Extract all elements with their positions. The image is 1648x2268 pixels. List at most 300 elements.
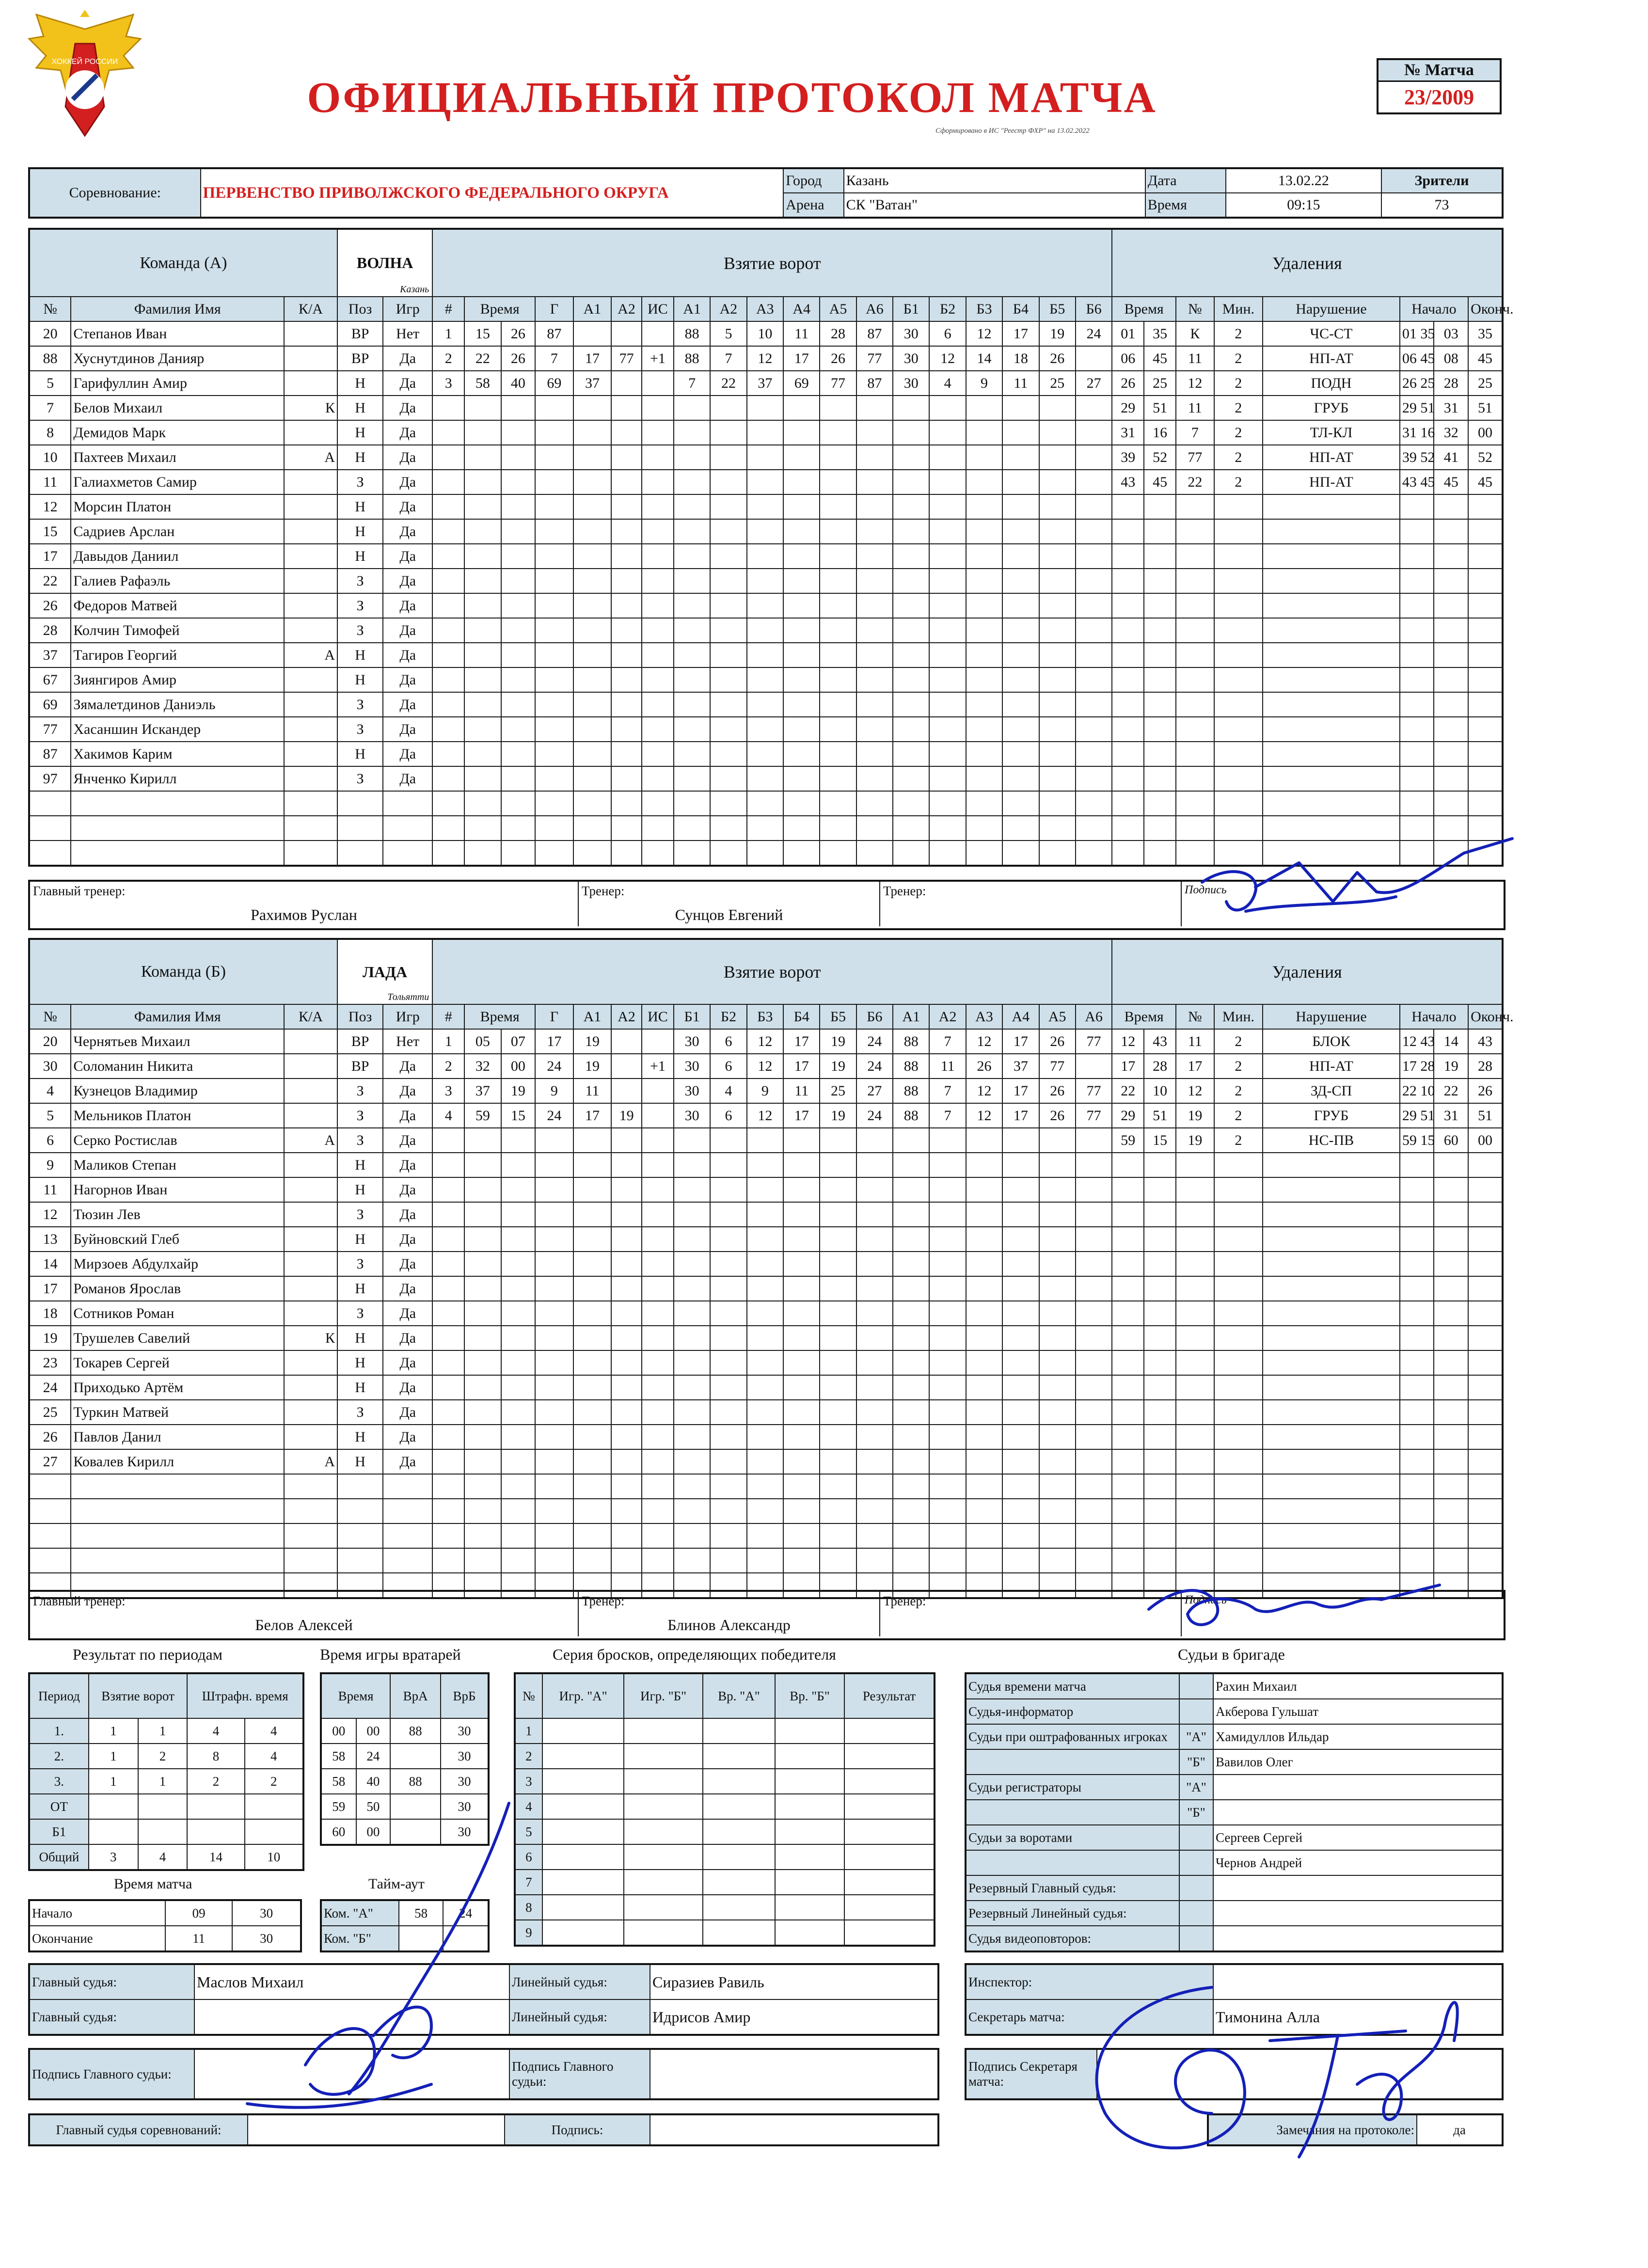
team-b-onice-player: 88 bbox=[893, 1029, 929, 1054]
team-a-goal-min bbox=[464, 692, 501, 717]
team-a-onice-player bbox=[1076, 569, 1112, 593]
team-b-pen-minutes bbox=[1214, 1177, 1263, 1202]
team-b-pen-time-sec bbox=[1144, 1499, 1176, 1523]
team-b-pen-time-sec: 10 bbox=[1144, 1078, 1176, 1103]
team-b-pen-minutes: 2 bbox=[1214, 1029, 1263, 1054]
shootout-cell bbox=[703, 1769, 775, 1794]
team-a-goal-number bbox=[432, 742, 464, 766]
team-b-goal-number bbox=[432, 1523, 464, 1548]
team-b-pen-violation bbox=[1263, 1301, 1400, 1326]
team-b-onice-player bbox=[1002, 1350, 1039, 1375]
team-b-onice-player: 30 bbox=[674, 1103, 710, 1128]
team-b-goal-scorer bbox=[535, 1276, 573, 1301]
team-b-onice-player bbox=[856, 1177, 893, 1202]
team-b-pen-end-min bbox=[1434, 1326, 1468, 1350]
team-b-onice-player bbox=[747, 1548, 783, 1573]
team-b-goal-situation bbox=[642, 1227, 674, 1252]
goalie-change-sec: 00 bbox=[356, 1718, 391, 1744]
team-b-player-position: Н bbox=[337, 1227, 383, 1252]
team-b-onice-player bbox=[747, 1425, 783, 1449]
team-a-onice-player bbox=[929, 791, 966, 816]
team-b-goal-situation bbox=[642, 1425, 674, 1449]
team-a-player-number: 17 bbox=[29, 544, 71, 569]
team-b-pen-player bbox=[1176, 1326, 1214, 1350]
team-b-pen-end-sec bbox=[1468, 1177, 1503, 1202]
team-a-onice-player bbox=[1076, 667, 1112, 692]
team-a-goal-min bbox=[464, 742, 501, 766]
team-b-pen-violation bbox=[1263, 1425, 1400, 1449]
team-b-pen-violation bbox=[1263, 1276, 1400, 1301]
team-b-goal-number bbox=[432, 1153, 464, 1177]
team-b-pen-violation bbox=[1263, 1202, 1400, 1227]
shootout-cell bbox=[703, 1895, 775, 1920]
team-a-onice-player bbox=[929, 618, 966, 643]
team-b-pen-player bbox=[1176, 1499, 1214, 1523]
header-onice-а6: А6 bbox=[856, 297, 893, 321]
team-b-onice-player bbox=[1039, 1276, 1076, 1301]
team-b-goal-assist1 bbox=[573, 1153, 612, 1177]
team-a-pen-end-sec bbox=[1468, 692, 1503, 717]
team-a-pen-end-min: 03 bbox=[1434, 321, 1468, 346]
period-name: 3. bbox=[29, 1769, 89, 1794]
team-a-onice-player bbox=[1076, 494, 1112, 519]
team-a-player-position: З bbox=[337, 717, 383, 742]
team-a-goal-sec bbox=[501, 470, 536, 494]
match-number: 23/2009 bbox=[1404, 85, 1474, 109]
goalie-a: 88 bbox=[390, 1769, 441, 1794]
team-b-pen-end-min bbox=[1434, 1474, 1468, 1499]
team-a-goal-scorer: 87 bbox=[535, 321, 573, 346]
team-a-goal-assist2 bbox=[611, 766, 642, 791]
team-a-onice-player bbox=[893, 618, 929, 643]
team-b-pen-minutes bbox=[1214, 1400, 1263, 1425]
team-b-goal-min bbox=[464, 1326, 501, 1350]
team-a-player-played: Да bbox=[383, 494, 432, 519]
team-b-goal-min bbox=[464, 1350, 501, 1375]
secretary-sign-label: Подпись Секретаря матча: bbox=[966, 2049, 1097, 2099]
team-b-goal-assist2 bbox=[611, 1276, 642, 1301]
match-time-title: Время матча bbox=[114, 1876, 192, 1892]
match-end-label: Окончание bbox=[29, 1926, 165, 1951]
team-b-goal-number bbox=[432, 1499, 464, 1523]
team-a-player-played: Да bbox=[383, 445, 432, 470]
goals-b: 1 bbox=[138, 1769, 188, 1794]
team-a-onice-player bbox=[929, 470, 966, 494]
team-b-player-name: Соломанин Никита bbox=[71, 1054, 284, 1078]
team-b-row bbox=[29, 1029, 1503, 1054]
team-a-pen-time-sec bbox=[1144, 494, 1176, 519]
team-b-player-number: 26 bbox=[29, 1425, 71, 1449]
team-a-goal-assist1 bbox=[573, 667, 612, 692]
team-b-onice-player bbox=[929, 1202, 966, 1227]
team-b-onice-player bbox=[966, 1276, 1002, 1301]
shootout-cell bbox=[775, 1895, 844, 1920]
team-a-goal-number: 2 bbox=[432, 346, 464, 371]
team-a-goal-sec bbox=[501, 618, 536, 643]
team-b-onice-player bbox=[1002, 1301, 1039, 1326]
team-a-onice-player bbox=[966, 766, 1002, 791]
team-b-onice-player bbox=[929, 1499, 966, 1523]
team-b-onice-player: 11 bbox=[783, 1078, 820, 1103]
team-a-goal-scorer bbox=[535, 544, 573, 569]
timeout-a-sec: 24 bbox=[443, 1900, 489, 1926]
team-b-player-position: З bbox=[337, 1252, 383, 1276]
team-b-goal-sec bbox=[501, 1474, 536, 1499]
team-a-player-role: К bbox=[284, 396, 337, 420]
team-b-player-played bbox=[383, 1474, 432, 1499]
team-b-pen-violation bbox=[1263, 1177, 1400, 1202]
goalie-b: 30 bbox=[441, 1819, 489, 1845]
shootout-row bbox=[515, 1769, 935, 1794]
team-a-onice-player bbox=[710, 420, 746, 445]
team-b-goal-assist2 bbox=[611, 1350, 642, 1375]
team-b-onice-player bbox=[1002, 1252, 1039, 1276]
team-a-onice-player bbox=[710, 766, 746, 791]
team-b-goal-assist1: 19 bbox=[573, 1054, 612, 1078]
team-b-onice-player bbox=[747, 1400, 783, 1425]
team-b-goal-assist2 bbox=[611, 1029, 642, 1054]
timeout-title: Тайм-аут bbox=[368, 1876, 425, 1892]
team-b-onice-player bbox=[820, 1375, 856, 1400]
team-a-pen-end-sec bbox=[1468, 519, 1503, 544]
team-b-onice-player: 26 bbox=[1039, 1078, 1076, 1103]
team-b-onice-player bbox=[710, 1548, 746, 1573]
team-b-goal-number bbox=[432, 1177, 464, 1202]
team-a-player-position: З bbox=[337, 618, 383, 643]
team-a-player-position: Н bbox=[337, 544, 383, 569]
team-b-pen-end-min bbox=[1434, 1177, 1468, 1202]
team-a-onice-player bbox=[783, 420, 820, 445]
team-a-onice-player bbox=[893, 667, 929, 692]
team-a-goal-sec bbox=[501, 766, 536, 791]
team-a-pen-violation bbox=[1263, 692, 1400, 717]
team-a-onice-player bbox=[1002, 519, 1039, 544]
team-a-onice-player: 11 bbox=[1002, 371, 1039, 396]
shootout-cell bbox=[775, 1870, 844, 1895]
team-b-onice-player bbox=[929, 1523, 966, 1548]
pim-b: 4 bbox=[245, 1744, 303, 1769]
team-b-goal-situation bbox=[642, 1177, 674, 1202]
team-a-goal-min bbox=[464, 791, 501, 816]
shootout-cell bbox=[624, 1819, 702, 1844]
team-a-pen-minutes: 2 bbox=[1214, 470, 1263, 494]
team-b-goal-assist1 bbox=[573, 1177, 612, 1202]
shootout-header: № bbox=[515, 1673, 542, 1718]
team-a-pen-player bbox=[1176, 791, 1214, 816]
logo-text: ХОККЕЙ РОССИИ bbox=[51, 58, 118, 66]
team-b-onice-player bbox=[1002, 1425, 1039, 1449]
goalie-change-sec: 40 bbox=[356, 1769, 391, 1794]
period-goals-header: Взятие ворот bbox=[89, 1673, 188, 1718]
team-b-goal-scorer: 24 bbox=[535, 1103, 573, 1128]
team-b-onice-player bbox=[1002, 1474, 1039, 1499]
team-a-onice-player bbox=[747, 420, 783, 445]
team-a-onice-player bbox=[747, 667, 783, 692]
team-b-player-number: 13 bbox=[29, 1227, 71, 1252]
team-b-player-position: З bbox=[337, 1128, 383, 1153]
team-b-player-number bbox=[29, 1548, 71, 1573]
team-b-pen-player bbox=[1176, 1276, 1214, 1301]
team-b-onice-player bbox=[1039, 1523, 1076, 1548]
team-a-pen-end-sec bbox=[1468, 717, 1503, 742]
team-b-onice-player bbox=[966, 1153, 1002, 1177]
official-name: Хамидуллов Ильдар bbox=[1213, 1724, 1503, 1749]
team-b-onice-player bbox=[783, 1400, 820, 1425]
team-a-goal-number bbox=[432, 519, 464, 544]
team-b-pen-end-min bbox=[1434, 1301, 1468, 1326]
team-b-goal-number bbox=[432, 1227, 464, 1252]
team-a-onice-player bbox=[856, 717, 893, 742]
team-a-onice-player: 10 bbox=[747, 321, 783, 346]
team-a-pen-time-sec bbox=[1144, 643, 1176, 667]
team-a-pen-end-sec bbox=[1468, 618, 1503, 643]
team-b-player-role bbox=[284, 1523, 337, 1548]
team-b-row bbox=[29, 1103, 1503, 1128]
team-a-pen-time-sec bbox=[1144, 692, 1176, 717]
shootout-cell bbox=[703, 1844, 775, 1870]
team-a-pen-player bbox=[1176, 494, 1214, 519]
team-b-goal-situation bbox=[642, 1400, 674, 1425]
team-a-pen-time-min bbox=[1112, 643, 1144, 667]
team-a-onice-player bbox=[710, 445, 746, 470]
goalie-change-min: 58 bbox=[321, 1769, 356, 1794]
team-b-onice-player bbox=[1002, 1400, 1039, 1425]
team-a-goal-assist2 bbox=[611, 742, 642, 766]
team-b-goal-assist1 bbox=[573, 1227, 612, 1252]
goals-b: 4 bbox=[138, 1844, 188, 1870]
team-a-pen-start: 39 52 bbox=[1400, 445, 1434, 470]
team-a-pen-violation: НП-АТ bbox=[1263, 346, 1400, 371]
shootout-cell bbox=[703, 1920, 775, 1946]
team-b-pen-player: 19 bbox=[1176, 1128, 1214, 1153]
team-b-player-played: Да bbox=[383, 1350, 432, 1375]
shootout-header: Игр. "Б" bbox=[624, 1673, 702, 1718]
team-b-player-name bbox=[71, 1523, 284, 1548]
team-b-pen-player: 12 bbox=[1176, 1078, 1214, 1103]
header-pen-time: Время bbox=[1112, 297, 1176, 321]
team-b-pen-end-min bbox=[1434, 1499, 1468, 1523]
team-a-onice-player: 30 bbox=[893, 321, 929, 346]
team-a-player-role bbox=[284, 593, 337, 618]
team-a-player-name: Степанов Иван bbox=[71, 321, 284, 346]
team-a-goal-sec bbox=[501, 692, 536, 717]
generated-note: Сформировано в ИС "Реестр ФХР" на 13.02.2022 bbox=[935, 127, 1090, 135]
team-a-goal-assist2 bbox=[611, 692, 642, 717]
team-a-onice-player bbox=[929, 544, 966, 569]
team-b-onice-player bbox=[1002, 1499, 1039, 1523]
team-a-pen-player bbox=[1176, 667, 1214, 692]
shootout-cell bbox=[844, 1718, 935, 1744]
shootout-number: 9 bbox=[515, 1920, 542, 1946]
team-a-row bbox=[29, 445, 1503, 470]
team-b-player-role bbox=[284, 1054, 337, 1078]
team-b-pen-end-min: 22 bbox=[1434, 1078, 1468, 1103]
team-b-goal-assist1 bbox=[573, 1400, 612, 1425]
team-a-goal-assist1 bbox=[573, 593, 612, 618]
team-b-goal-scorer bbox=[535, 1425, 573, 1449]
team-b-row bbox=[29, 1202, 1503, 1227]
team-b-goal-number: 4 bbox=[432, 1103, 464, 1128]
team-b-onice-player bbox=[674, 1548, 710, 1573]
team-a-pen-time-min bbox=[1112, 766, 1144, 791]
team-a-onice-player bbox=[747, 816, 783, 841]
team-a-pen-start: 01 35 bbox=[1400, 321, 1434, 346]
team-a-onice-player bbox=[929, 420, 966, 445]
team-a-onice-player bbox=[710, 717, 746, 742]
team-a-player-number: 26 bbox=[29, 593, 71, 618]
team-b-row bbox=[29, 1326, 1503, 1350]
team-b-pen-minutes bbox=[1214, 1153, 1263, 1177]
team-b-goal-min: 05 bbox=[464, 1029, 501, 1054]
team-b-onice-player: 30 bbox=[674, 1029, 710, 1054]
team-b-onice-player bbox=[1076, 1227, 1112, 1252]
team-a-pen-minutes bbox=[1214, 742, 1263, 766]
team-b-goal-sec bbox=[501, 1425, 536, 1449]
team-b-onice-player: 26 bbox=[1039, 1103, 1076, 1128]
team-b-onice-player bbox=[674, 1153, 710, 1177]
header-assist2: А2 bbox=[611, 297, 642, 321]
team-a-player-role bbox=[284, 494, 337, 519]
team-b-onice-player bbox=[893, 1375, 929, 1400]
periods-title: Результат по периодам bbox=[73, 1646, 222, 1663]
header-goal-scorer: Г bbox=[535, 297, 573, 321]
team-b-pen-minutes bbox=[1214, 1227, 1263, 1252]
team-a-player-number: 12 bbox=[29, 494, 71, 519]
team-a-goal-min bbox=[464, 519, 501, 544]
team-b-pen-time-min: 22 bbox=[1112, 1078, 1144, 1103]
team-a-player-position: Н bbox=[337, 519, 383, 544]
team-a-onice-player bbox=[1039, 717, 1076, 742]
team-b-onice-player bbox=[1002, 1177, 1039, 1202]
official-role bbox=[966, 1850, 1179, 1875]
team-b-onice-player bbox=[1076, 1128, 1112, 1153]
team-b-onice-player bbox=[893, 1227, 929, 1252]
team-a-onice-player bbox=[783, 470, 820, 494]
team-a-onice-player bbox=[1076, 420, 1112, 445]
team-b-pen-start bbox=[1400, 1202, 1434, 1227]
team-b-player-name: Буйновский Глеб bbox=[71, 1227, 284, 1252]
official-name bbox=[1213, 1901, 1503, 1926]
team-b-onice-player bbox=[674, 1523, 710, 1548]
team-a-onice-player bbox=[747, 618, 783, 643]
team-b-player-role: А bbox=[284, 1449, 337, 1474]
team-a-onice-player bbox=[966, 791, 1002, 816]
team-b-player-position: ВР bbox=[337, 1054, 383, 1078]
team-a-player-name bbox=[71, 816, 284, 841]
team-b-player-role bbox=[284, 1548, 337, 1573]
team-a-onice-player bbox=[1002, 569, 1039, 593]
team-b-onice-player bbox=[966, 1449, 1002, 1474]
team-a-pen-time-min: 01 bbox=[1112, 321, 1144, 346]
timeout-a-min: 58 bbox=[399, 1900, 443, 1926]
team-a-player-number: 97 bbox=[29, 766, 71, 791]
team-a-onice-player bbox=[893, 766, 929, 791]
team-a-pen-violation: НП-АТ bbox=[1263, 470, 1400, 494]
team-a-goal-sec bbox=[501, 396, 536, 420]
team-a-onice-player: 30 bbox=[893, 346, 929, 371]
team-a-pen-violation: ЧС-СТ bbox=[1263, 321, 1400, 346]
team-b-onice-player bbox=[820, 1425, 856, 1449]
team-b-pen-end-min bbox=[1434, 1276, 1468, 1301]
team-a-row bbox=[29, 519, 1503, 544]
team-a-goal-assist1 bbox=[573, 618, 612, 643]
team-b-goal-number bbox=[432, 1375, 464, 1400]
team-b-player-name: Кузнецов Владимир bbox=[71, 1078, 284, 1103]
team-b-onice-player bbox=[1076, 1474, 1112, 1499]
team-a-player-number: 77 bbox=[29, 717, 71, 742]
team-a-goal-situation bbox=[642, 692, 674, 717]
team-b-pen-violation bbox=[1263, 1474, 1400, 1499]
team-a-player-number: 5 bbox=[29, 371, 71, 396]
team-a-onice-player bbox=[1076, 643, 1112, 667]
team-b-goal-assist2 bbox=[611, 1548, 642, 1573]
team-b-pen-player bbox=[1176, 1425, 1214, 1449]
team-b-onice-player bbox=[856, 1425, 893, 1449]
team-b-goal-scorer bbox=[535, 1202, 573, 1227]
team-b-onice-player bbox=[710, 1252, 746, 1276]
team-a-onice-player bbox=[929, 742, 966, 766]
team-a-onice-player bbox=[1039, 791, 1076, 816]
team-b-player-role bbox=[284, 1078, 337, 1103]
team-b-pen-minutes bbox=[1214, 1202, 1263, 1227]
team-a-player-played: Да bbox=[383, 420, 432, 445]
team-a-goal-assist1 bbox=[573, 494, 612, 519]
header-onice-б3: Б3 bbox=[747, 1004, 783, 1029]
team-a-onice-player: 88 bbox=[674, 321, 710, 346]
team-b-pen-time-min bbox=[1112, 1252, 1144, 1276]
team-b-onice-player bbox=[710, 1177, 746, 1202]
team-a-onice-player bbox=[1039, 470, 1076, 494]
team-a-onice-player bbox=[1039, 420, 1076, 445]
team-b-goal-situation: +1 bbox=[642, 1054, 674, 1078]
team-a-pen-player bbox=[1176, 593, 1214, 618]
team-a-onice-player bbox=[856, 791, 893, 816]
team-b-pen-violation: БЛОК bbox=[1263, 1029, 1400, 1054]
team-a-onice-player bbox=[1039, 667, 1076, 692]
team-b-player-position: Н bbox=[337, 1375, 383, 1400]
team-a-goal-scorer bbox=[535, 470, 573, 494]
team-b-goal-min bbox=[464, 1202, 501, 1227]
team-a-onice-player bbox=[1039, 396, 1076, 420]
team-b-onice-player bbox=[893, 1400, 929, 1425]
official-side: "Б" bbox=[1179, 1749, 1213, 1775]
team-b-onice-player: 77 bbox=[1039, 1054, 1076, 1078]
team-a-pen-player bbox=[1176, 717, 1214, 742]
shootout-cell bbox=[844, 1870, 935, 1895]
team-a-row bbox=[29, 791, 1503, 816]
team-a-row bbox=[29, 667, 1503, 692]
competition-info bbox=[28, 167, 1504, 219]
team-a-player-role bbox=[284, 569, 337, 593]
team-b-goal-scorer bbox=[535, 1153, 573, 1177]
team-b-onice-player bbox=[674, 1177, 710, 1202]
team-a-goal-situation bbox=[642, 321, 674, 346]
team-b-goal-assist2 bbox=[611, 1400, 642, 1425]
goalie-b: 30 bbox=[441, 1744, 489, 1769]
team-a-player-name: Садриев Арслан bbox=[71, 519, 284, 544]
team-b-player-position: З bbox=[337, 1103, 383, 1128]
team-a-onice-player: 87 bbox=[856, 321, 893, 346]
goalie-change-min: 58 bbox=[321, 1744, 356, 1769]
team-a-onice-player bbox=[783, 494, 820, 519]
team-b-player-played: Да bbox=[383, 1326, 432, 1350]
team-a-onice-player: 69 bbox=[783, 371, 820, 396]
shootout-cell bbox=[624, 1794, 702, 1819]
shootout-cell bbox=[844, 1794, 935, 1819]
team-b-pen-start bbox=[1400, 1400, 1434, 1425]
team-b-goal-scorer: 17 bbox=[535, 1029, 573, 1054]
team-b-onice-player bbox=[929, 1301, 966, 1326]
